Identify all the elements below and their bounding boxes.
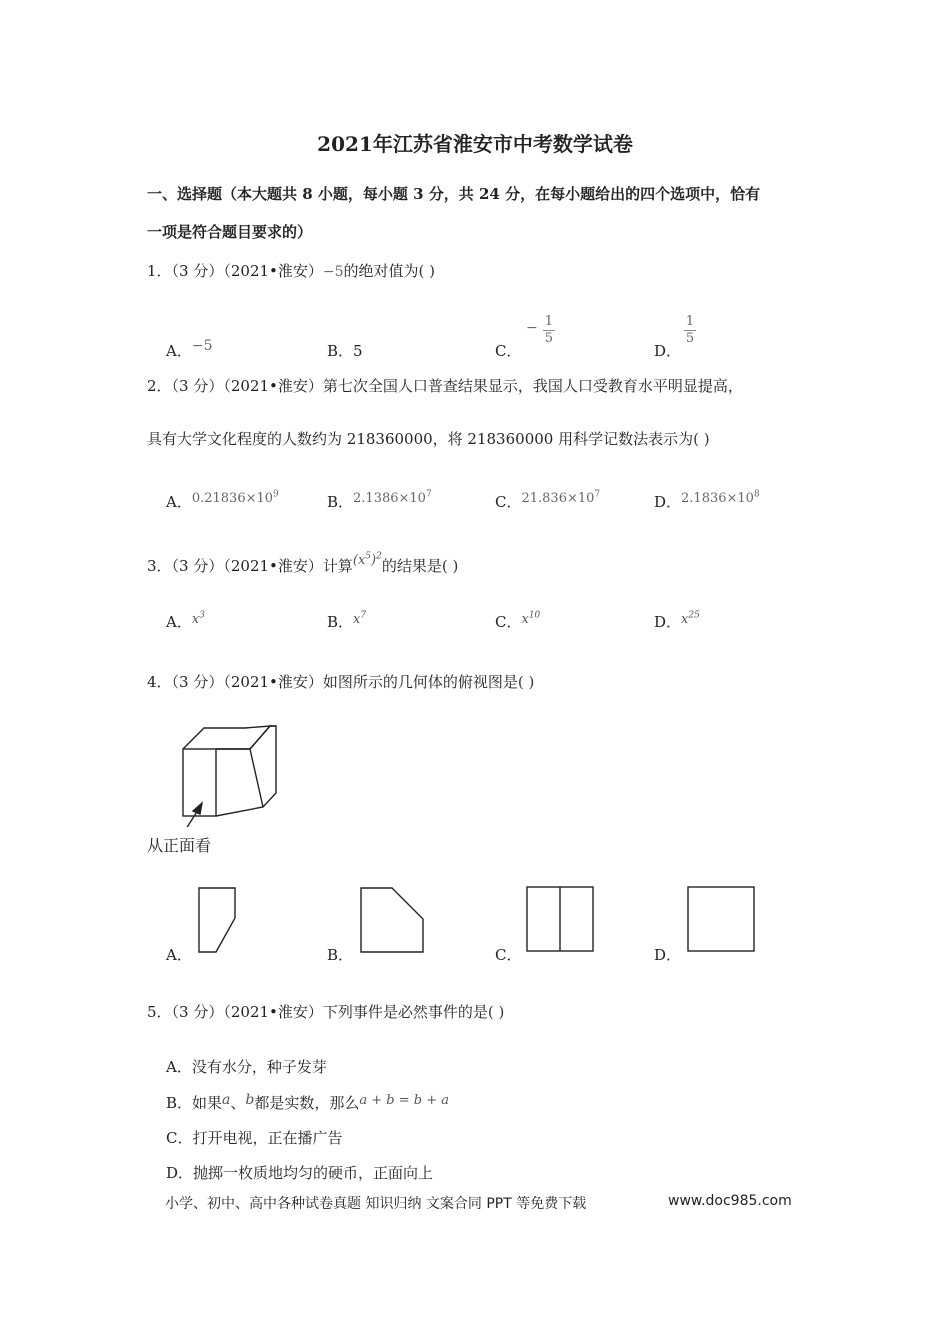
question-2-line1: 2．（3 分）（2021•淮安）第七次全国人口普查结果显示，我国人口受教育水平明显提高， (147, 377, 743, 395)
q1-option-d[interactable] (654, 340, 681, 361)
question-1-prefix: 1．（3 分）（2021•淮安） (147, 262, 323, 280)
question-1-math: −5 (322, 264, 344, 280)
question-4-text: 4．（3 分）（2021•淮安）如图所示的几何体的俯视图是 (147, 673, 518, 691)
q2-option-d[interactable] (654, 491, 760, 512)
answer-paren: ( ) (441, 557, 459, 575)
question-3-prefix: 3．（3 分）（2021•淮安）计算 (147, 557, 353, 575)
q1-option-c[interactable] (495, 340, 521, 361)
q4-option-b-shape[interactable] (358, 885, 426, 955)
option-letter: B． (327, 613, 354, 631)
q4-option-c-shape[interactable] (524, 884, 596, 954)
fraction (543, 314, 555, 347)
option-value: $21.836\times 10^7$ (521, 489, 601, 506)
option-value: $2.1386\times 10^7$ (353, 489, 432, 506)
solid-figure (140, 715, 290, 827)
option-letter: D． (654, 342, 682, 360)
option-letter: B． (327, 342, 354, 360)
fraction-sign: − (526, 320, 538, 336)
footer-url[interactable]: www.doc985.com (668, 1193, 792, 1209)
answer-paren: ( ) (487, 1003, 505, 1021)
question-2-line2 (147, 428, 710, 449)
option-text: B．如果 (166, 1094, 223, 1112)
fraction (684, 314, 696, 347)
section-heading-line1: 一、选择题（本大题共 8 小题，每小题 3 分，共 24 分，在每小题给出的四个选项中，恰有 (147, 185, 761, 203)
q4-option-d-shape[interactable] (685, 884, 757, 954)
option-value: $x^7$ (353, 610, 367, 627)
var-b: b (245, 1092, 255, 1108)
side-face (216, 726, 276, 816)
q5-option-a[interactable]: A．没有水分，种子发芽 (166, 1058, 327, 1076)
q2-option-a[interactable] (166, 491, 279, 512)
q2-option-c[interactable] (495, 491, 600, 512)
question-1-suffix: 的绝对值为 (343, 262, 419, 280)
footer-text: 小学、初中、高中各种试卷真题 知识归纳 文案合同 PPT 等免费下载 (165, 1196, 587, 1212)
q3-option-d[interactable] (654, 611, 700, 632)
numerator: 1 (544, 314, 553, 329)
numerator: 1 (685, 314, 695, 329)
q3-option-c[interactable] (495, 611, 540, 632)
option-value: $x^3$ (191, 610, 205, 627)
question-3-suffix: 的结果是 (381, 557, 442, 575)
answer-paren: ( ) (517, 673, 535, 691)
q5-option-b[interactable] (166, 1092, 449, 1113)
separator: 、 (230, 1094, 246, 1112)
option-math: a + b = b + a (359, 1093, 450, 1108)
option-value: $x^{10}$ (521, 610, 541, 627)
q5-option-c[interactable]: C．打开电视，正在播广告 (166, 1129, 343, 1147)
option-letter: C． (495, 342, 522, 360)
section-heading-line2: 一项是符合题目要求的） (147, 223, 313, 241)
q1-option-c-fraction (526, 314, 555, 347)
option-letter: D． (654, 613, 682, 631)
question-4 (147, 671, 534, 692)
question-1 (147, 260, 435, 281)
exam-title: 2021年江苏省淮安市中考数学试卷 (317, 132, 633, 156)
option-letter: A． (166, 342, 192, 360)
option-letter: D． (654, 493, 682, 511)
denominator: 5 (544, 331, 553, 346)
q4-option-a-label[interactable]: A． (166, 946, 192, 964)
question-2-text: 具有大学文化程度的人数约为 218360000，将 218360000 用科学记数法表示为 (147, 430, 694, 448)
q1-option-d-fraction (684, 314, 696, 347)
q4-option-b-label[interactable]: B． (327, 946, 354, 964)
q5-option-d[interactable]: D．抛掷一枚质地均匀的硬币，正面向上 (166, 1164, 434, 1182)
option-letter: A． (166, 613, 192, 631)
option-letter: C． (495, 613, 522, 631)
arrow-head (193, 803, 202, 814)
answer-paren: ( ) (418, 262, 436, 280)
q4-option-d-label[interactable]: D． (654, 946, 682, 964)
option-letter: C． (495, 493, 522, 511)
var-a: a (222, 1092, 231, 1108)
q3-option-b[interactable] (327, 611, 366, 632)
top-face (183, 726, 270, 749)
question-5-text: 5．（3 分）（2021•淮安）下列事件是必然事件的是 (147, 1003, 488, 1021)
q2-option-b[interactable] (327, 491, 432, 512)
answer-paren: ( ) (693, 430, 710, 448)
q4-option-a-shape[interactable] (196, 885, 238, 955)
q3-option-a[interactable] (166, 611, 205, 632)
denominator: 5 (685, 331, 695, 346)
q1-option-b[interactable] (327, 340, 363, 361)
option-value: $2.1836\times 10^8$ (681, 489, 760, 506)
option-value: $0.21836\times 10^9$ (191, 489, 279, 506)
question-3 (147, 551, 459, 576)
option-letter: B． (327, 493, 354, 511)
q1-option-a[interactable] (166, 340, 212, 361)
option-letter: A． (166, 493, 192, 511)
option-value: −5 (191, 338, 213, 354)
question-5 (147, 1001, 504, 1022)
option-value: 5 (353, 342, 363, 360)
question-3-math: $(x^5)^2$ (352, 551, 382, 568)
option-value: $x^{25}$ (681, 610, 700, 627)
q4-option-c-label[interactable]: C． (495, 946, 522, 964)
figure-caption: 从正面看 (147, 836, 212, 855)
option-text: 都是实数，那么 (254, 1094, 360, 1112)
